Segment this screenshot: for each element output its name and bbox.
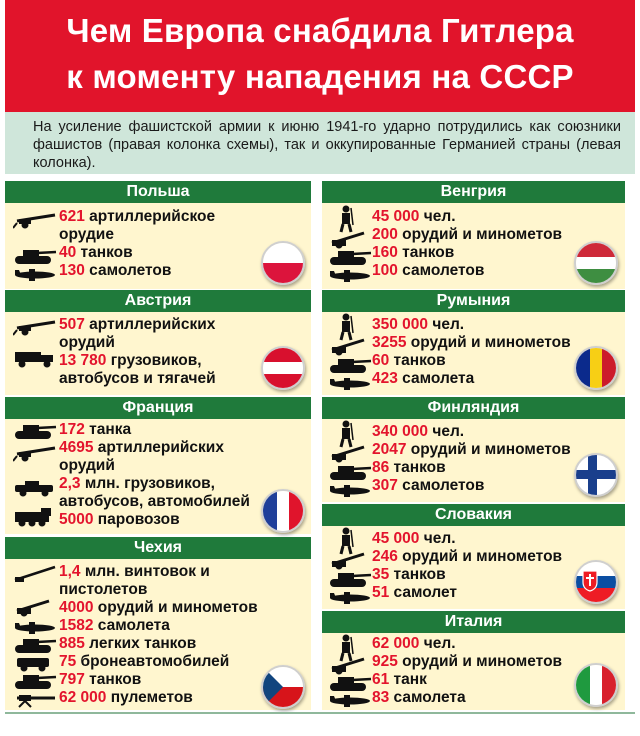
artillery-icon <box>328 657 372 675</box>
slovakia-line-3: 35 танков <box>372 566 446 583</box>
plane-icon <box>328 374 372 392</box>
czechia-line-2: пистолетов <box>59 581 148 598</box>
finland-flag-icon <box>574 453 618 497</box>
panel-romania <box>322 290 625 395</box>
poland-line-4: 130 самолетов <box>59 262 172 279</box>
austria-line-3: 13 780 грузовиков, <box>59 352 202 369</box>
romania-line-4: 423 самолета <box>372 370 475 387</box>
romania-line-3: 60 танков <box>372 352 446 369</box>
artillery-icon <box>13 599 57 617</box>
panel-header-finland: Финляндия <box>322 397 625 419</box>
hungary-flag-icon <box>574 241 618 285</box>
austria-flag-icon <box>261 346 305 390</box>
locomotive-icon <box>13 507 57 527</box>
italy-flag-icon <box>574 663 618 707</box>
plane-icon <box>13 265 57 283</box>
italy-line-3: 61 танк <box>372 671 427 688</box>
austria-line-4: автобусов и тягачей <box>59 370 216 387</box>
soldier-icon <box>336 205 356 233</box>
czech-flag-icon <box>261 665 305 709</box>
tank-icon <box>13 247 57 265</box>
italy-line-2: 925 орудий и минометов <box>372 653 563 670</box>
hungary-line-3: 160 танков <box>372 244 455 261</box>
page-title <box>5 0 635 112</box>
panel-austria <box>5 290 311 395</box>
plane-icon <box>328 691 372 709</box>
artillery-icon <box>328 338 372 356</box>
title-line-1: Чем Европа снабдила Гитлера <box>66 12 574 49</box>
czechia-line-5: 885 легких танков <box>59 635 197 652</box>
france-line-3: орудий <box>59 457 115 474</box>
austria-line-1: 507 артиллерийских <box>59 316 216 333</box>
tank-icon <box>328 674 372 692</box>
slovakia-flag-icon <box>574 560 618 604</box>
panel-poland <box>5 181 311 289</box>
panel-header-czechia: Чехия <box>5 537 311 559</box>
france-line-5: автобусов, автомобилей <box>59 493 250 510</box>
soldier-icon <box>336 420 356 448</box>
bottom-divider <box>5 712 635 714</box>
poland-line-1: 621 артиллерийское <box>59 208 216 225</box>
artillery-icon <box>328 231 372 249</box>
tank-icon <box>328 570 372 588</box>
panel-header-austria: Австрия <box>5 290 311 312</box>
czechia-line-1: 1,4 млн. винтовок и <box>59 563 210 580</box>
france-line-2: 4695 артиллерийских <box>59 439 224 456</box>
truck-icon <box>13 348 57 368</box>
romania-line-2: 3255 орудий и минометов <box>372 334 571 351</box>
czechia-line-6: 75 бронеавтомобилей <box>59 653 230 670</box>
austria-line-2: орудий <box>59 334 115 351</box>
rifle-icon <box>13 565 57 583</box>
slovakia-line-2: 246 орудий и минометов <box>372 548 563 565</box>
plane-icon <box>13 618 57 636</box>
tank-icon <box>328 356 372 374</box>
plane-icon <box>328 588 372 606</box>
panel-hungary <box>322 181 625 289</box>
romania-flag-icon <box>574 346 618 390</box>
armored-car-icon <box>13 654 57 672</box>
panel-italy <box>322 611 625 710</box>
title-line-2: к моменту нападения на СССР <box>66 58 574 95</box>
artillery-icon <box>13 444 57 462</box>
car-icon <box>13 479 57 497</box>
czechia-line-4: 1582 самолета <box>59 617 170 634</box>
artillery-icon <box>328 445 372 463</box>
tank-icon <box>13 636 57 654</box>
soldier-icon <box>336 527 356 555</box>
soldier-icon <box>336 313 356 341</box>
hungary-line-4: 100 самолетов <box>372 262 485 279</box>
intro-text: На усиление фашистской армии к июню 1941-го ударно потрудились как союзники фашистов (правая колонка схемы), так и оккупированные Германией страны (левая колонка). <box>5 112 635 174</box>
plane-icon <box>328 481 372 499</box>
artillery-icon <box>13 211 57 229</box>
france-flag-icon <box>261 489 305 533</box>
czechia-line-3: 4000 орудий и минометов <box>59 599 258 616</box>
france-line-6: 5000 паровозов <box>59 511 180 528</box>
italy-line-1: 62 000 чел. <box>372 635 456 652</box>
poland-line-2: орудие <box>59 226 114 243</box>
panel-czechia <box>5 537 311 710</box>
finland-line-4: 307 самолетов <box>372 477 485 494</box>
france-line-1: 172 танка <box>59 421 132 438</box>
tank-icon <box>328 248 372 266</box>
poland-flag-icon <box>261 241 305 285</box>
tank-icon <box>328 463 372 481</box>
panel-header-romania: Румыния <box>322 290 625 312</box>
tank-icon <box>13 672 57 690</box>
france-line-4: 2,3 млн. грузовиков, <box>59 475 215 492</box>
artillery-icon <box>328 552 372 570</box>
tank-icon <box>13 422 57 440</box>
panel-slovakia <box>322 504 625 609</box>
slovakia-line-1: 45 000 чел. <box>372 530 456 547</box>
panel-france <box>5 397 311 534</box>
poland-line-3: 40 танков <box>59 244 133 261</box>
artillery-icon <box>13 318 57 336</box>
panel-header-italy: Италия <box>322 611 625 633</box>
finland-line-2: 2047 орудий и минометов <box>372 441 571 458</box>
finland-line-3: 86 танков <box>372 459 446 476</box>
hungary-line-1: 45 000 чел. <box>372 208 456 225</box>
panel-header-slovakia: Словакия <box>322 504 625 526</box>
hungary-line-2: 200 орудий и минометов <box>372 226 563 243</box>
italy-line-4: 83 самолета <box>372 689 466 706</box>
slovakia-line-4: 51 самолет <box>372 584 457 601</box>
panel-header-hungary: Венгрия <box>322 181 625 203</box>
finland-line-1: 340 000 чел. <box>372 423 465 440</box>
machine-gun-icon <box>13 690 57 708</box>
czechia-line-7: 797 танков <box>59 671 142 688</box>
panel-finland <box>322 397 625 502</box>
plane-icon <box>328 266 372 284</box>
czechia-line-8: 62 000 пулеметов <box>59 689 193 706</box>
panel-header-poland: Польша <box>5 181 311 203</box>
romania-line-1: 350 000 чел. <box>372 316 465 333</box>
panel-header-france: Франция <box>5 397 311 419</box>
